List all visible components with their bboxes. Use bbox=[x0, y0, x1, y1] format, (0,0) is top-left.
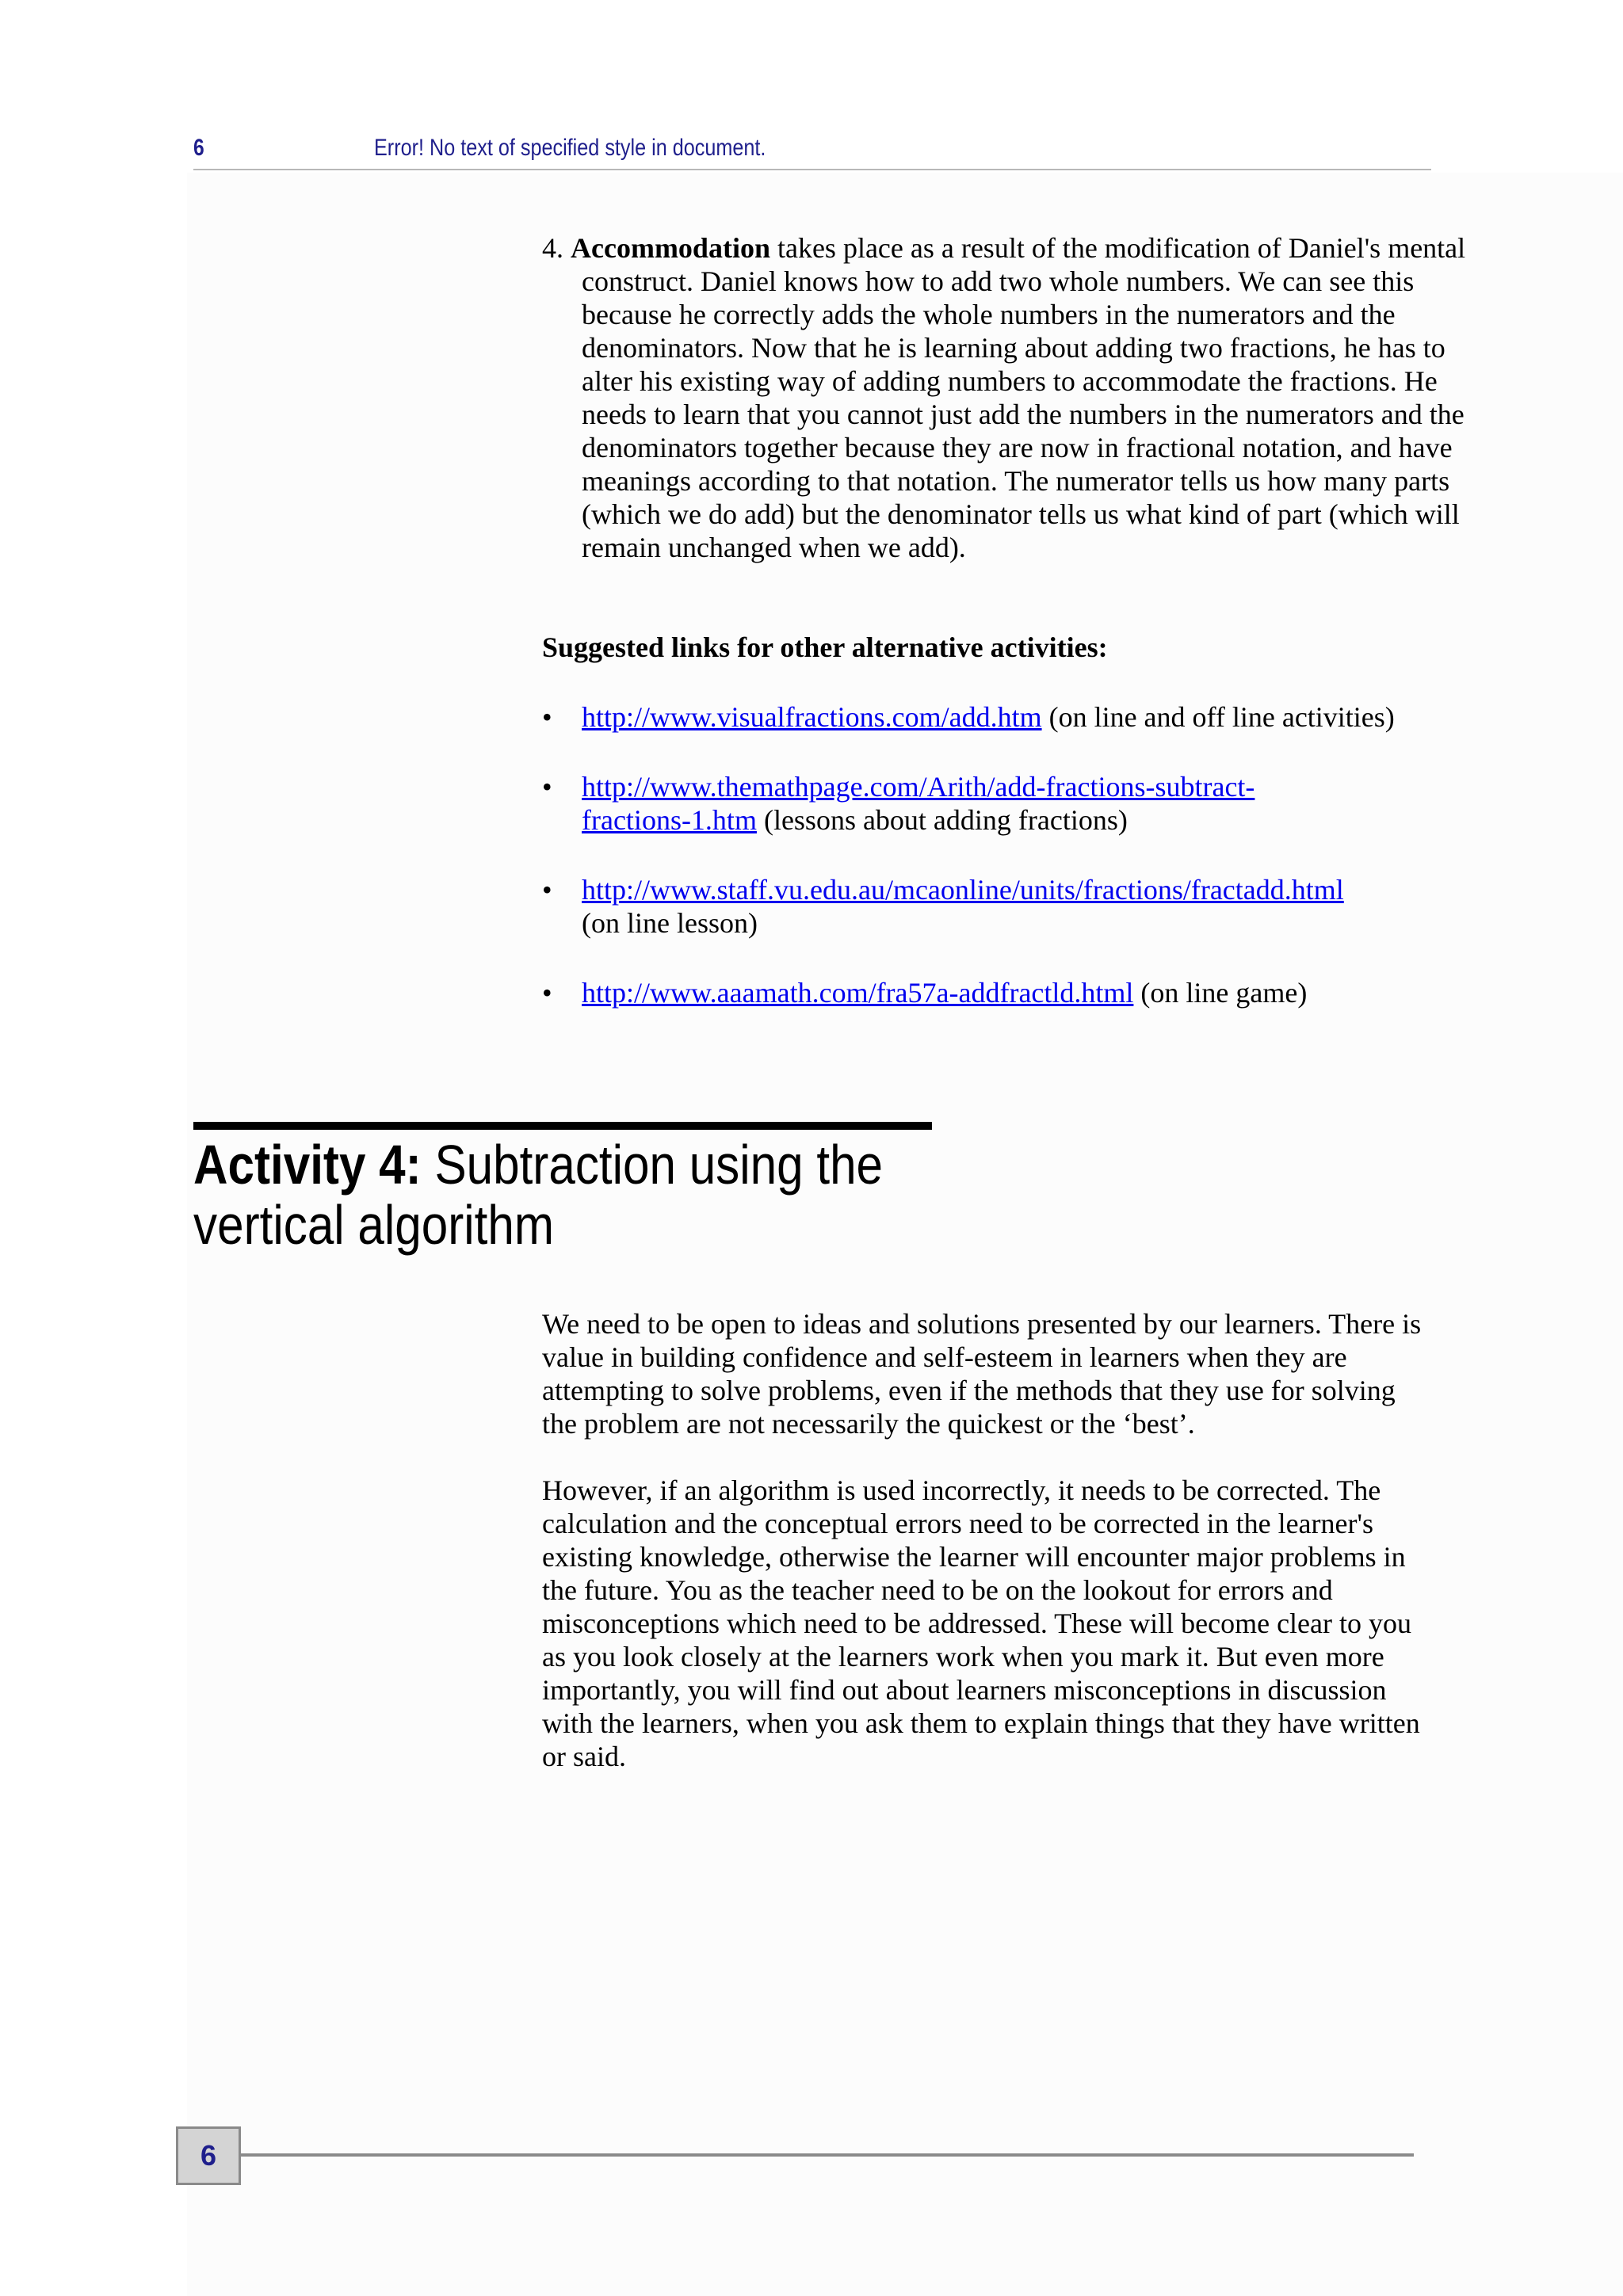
list-item bbox=[542, 976, 1433, 1009]
bullet-icon: • bbox=[542, 701, 552, 733]
list-item bbox=[542, 873, 1433, 940]
link-note: (lessons about adding fractions) bbox=[763, 804, 1128, 836]
paragraph: However, if an algorithm is used incorrectly, it needs to be corrected. The calculation and the conceptual errors need to be corrected in the learner's existing knowledge, otherwise the learner will encounter major problems in the future. You as the teacher need to be on the lookout for errors and misconceptions which need to be addressed. These will become clear to you as you look closely at the learners work when you mark it. But even more importantly, you will find out about learners misconceptions in discussion with the learners, when you ask them to explain things that they have written or said. bbox=[542, 1474, 1420, 1772]
bullet-icon: • bbox=[542, 771, 552, 803]
footer-rule bbox=[241, 2153, 1414, 2157]
accommodation-term: Accommodation bbox=[571, 232, 770, 264]
link-aaamath[interactable]: http://www.aaamath.com/fra57a-addfractld.html bbox=[582, 977, 1134, 1009]
item-number: 4. bbox=[542, 232, 563, 264]
footer-page-number: 6 bbox=[176, 2126, 241, 2185]
list-item bbox=[542, 700, 1433, 734]
activity-title: Subtraction using the vertical algorithm bbox=[193, 1134, 884, 1256]
link-staff-vu[interactable]: http://www.staff.vu.edu.au/mcaonline/units/fractions/fractadd.html bbox=[582, 874, 1344, 906]
accommodation-text: takes place as a result of the modification of Daniel's mental construct. Daniel knows how to add two whole numbers. We can see this because he correctly adds the whole numbers in the numerators and the denominators. Now that he is learning about adding two fractions, he has to alter his existing way of adding numbers to accommodate the fractions. He needs to learn that you cannot just add the numbers in the numerators and the denominators together because they are now in fractional notation, and have meanings according to that notation. The numerator tells us how many parts (which we do add) but the denominator tells us what kind of part (which will remain unchanged when we add). bbox=[582, 232, 1466, 563]
header-page-number: 6 bbox=[193, 135, 204, 161]
link-note: (on line and off line activities) bbox=[1048, 701, 1395, 733]
link-note: (on line game) bbox=[1140, 977, 1308, 1009]
bullet-icon: • bbox=[542, 977, 552, 1009]
bullet-icon: • bbox=[542, 874, 552, 906]
link-visualfractions[interactable]: http://www.visualfractions.com/add.htm bbox=[582, 701, 1042, 733]
activity-heading-rule bbox=[193, 1122, 932, 1130]
paragraph: We need to be open to ideas and solutions presented by our learners. There is value in building confidence and self-esteem in learners when they are attempting to solve problems, even if the methods that they use for solving the problem are not necessarily the quickest or the ‘best’. bbox=[542, 1308, 1422, 1440]
link-note: (on line lesson) bbox=[582, 907, 758, 939]
links-heading: Suggested links for other alternative activities: bbox=[542, 631, 1108, 663]
links-list bbox=[542, 700, 1433, 1046]
link-themathpage[interactable]: http://www.themathpage.com/Arith/add-fractions-subtract- fractions-1.htm bbox=[582, 771, 1255, 836]
header-rule bbox=[193, 169, 1431, 170]
activity-label: Activity 4: bbox=[193, 1134, 422, 1196]
header-title: Error! No text of specified style in document. bbox=[374, 135, 766, 161]
list-item bbox=[542, 770, 1433, 837]
activity-heading bbox=[193, 1135, 916, 1255]
accommodation-paragraph bbox=[542, 231, 1472, 564]
